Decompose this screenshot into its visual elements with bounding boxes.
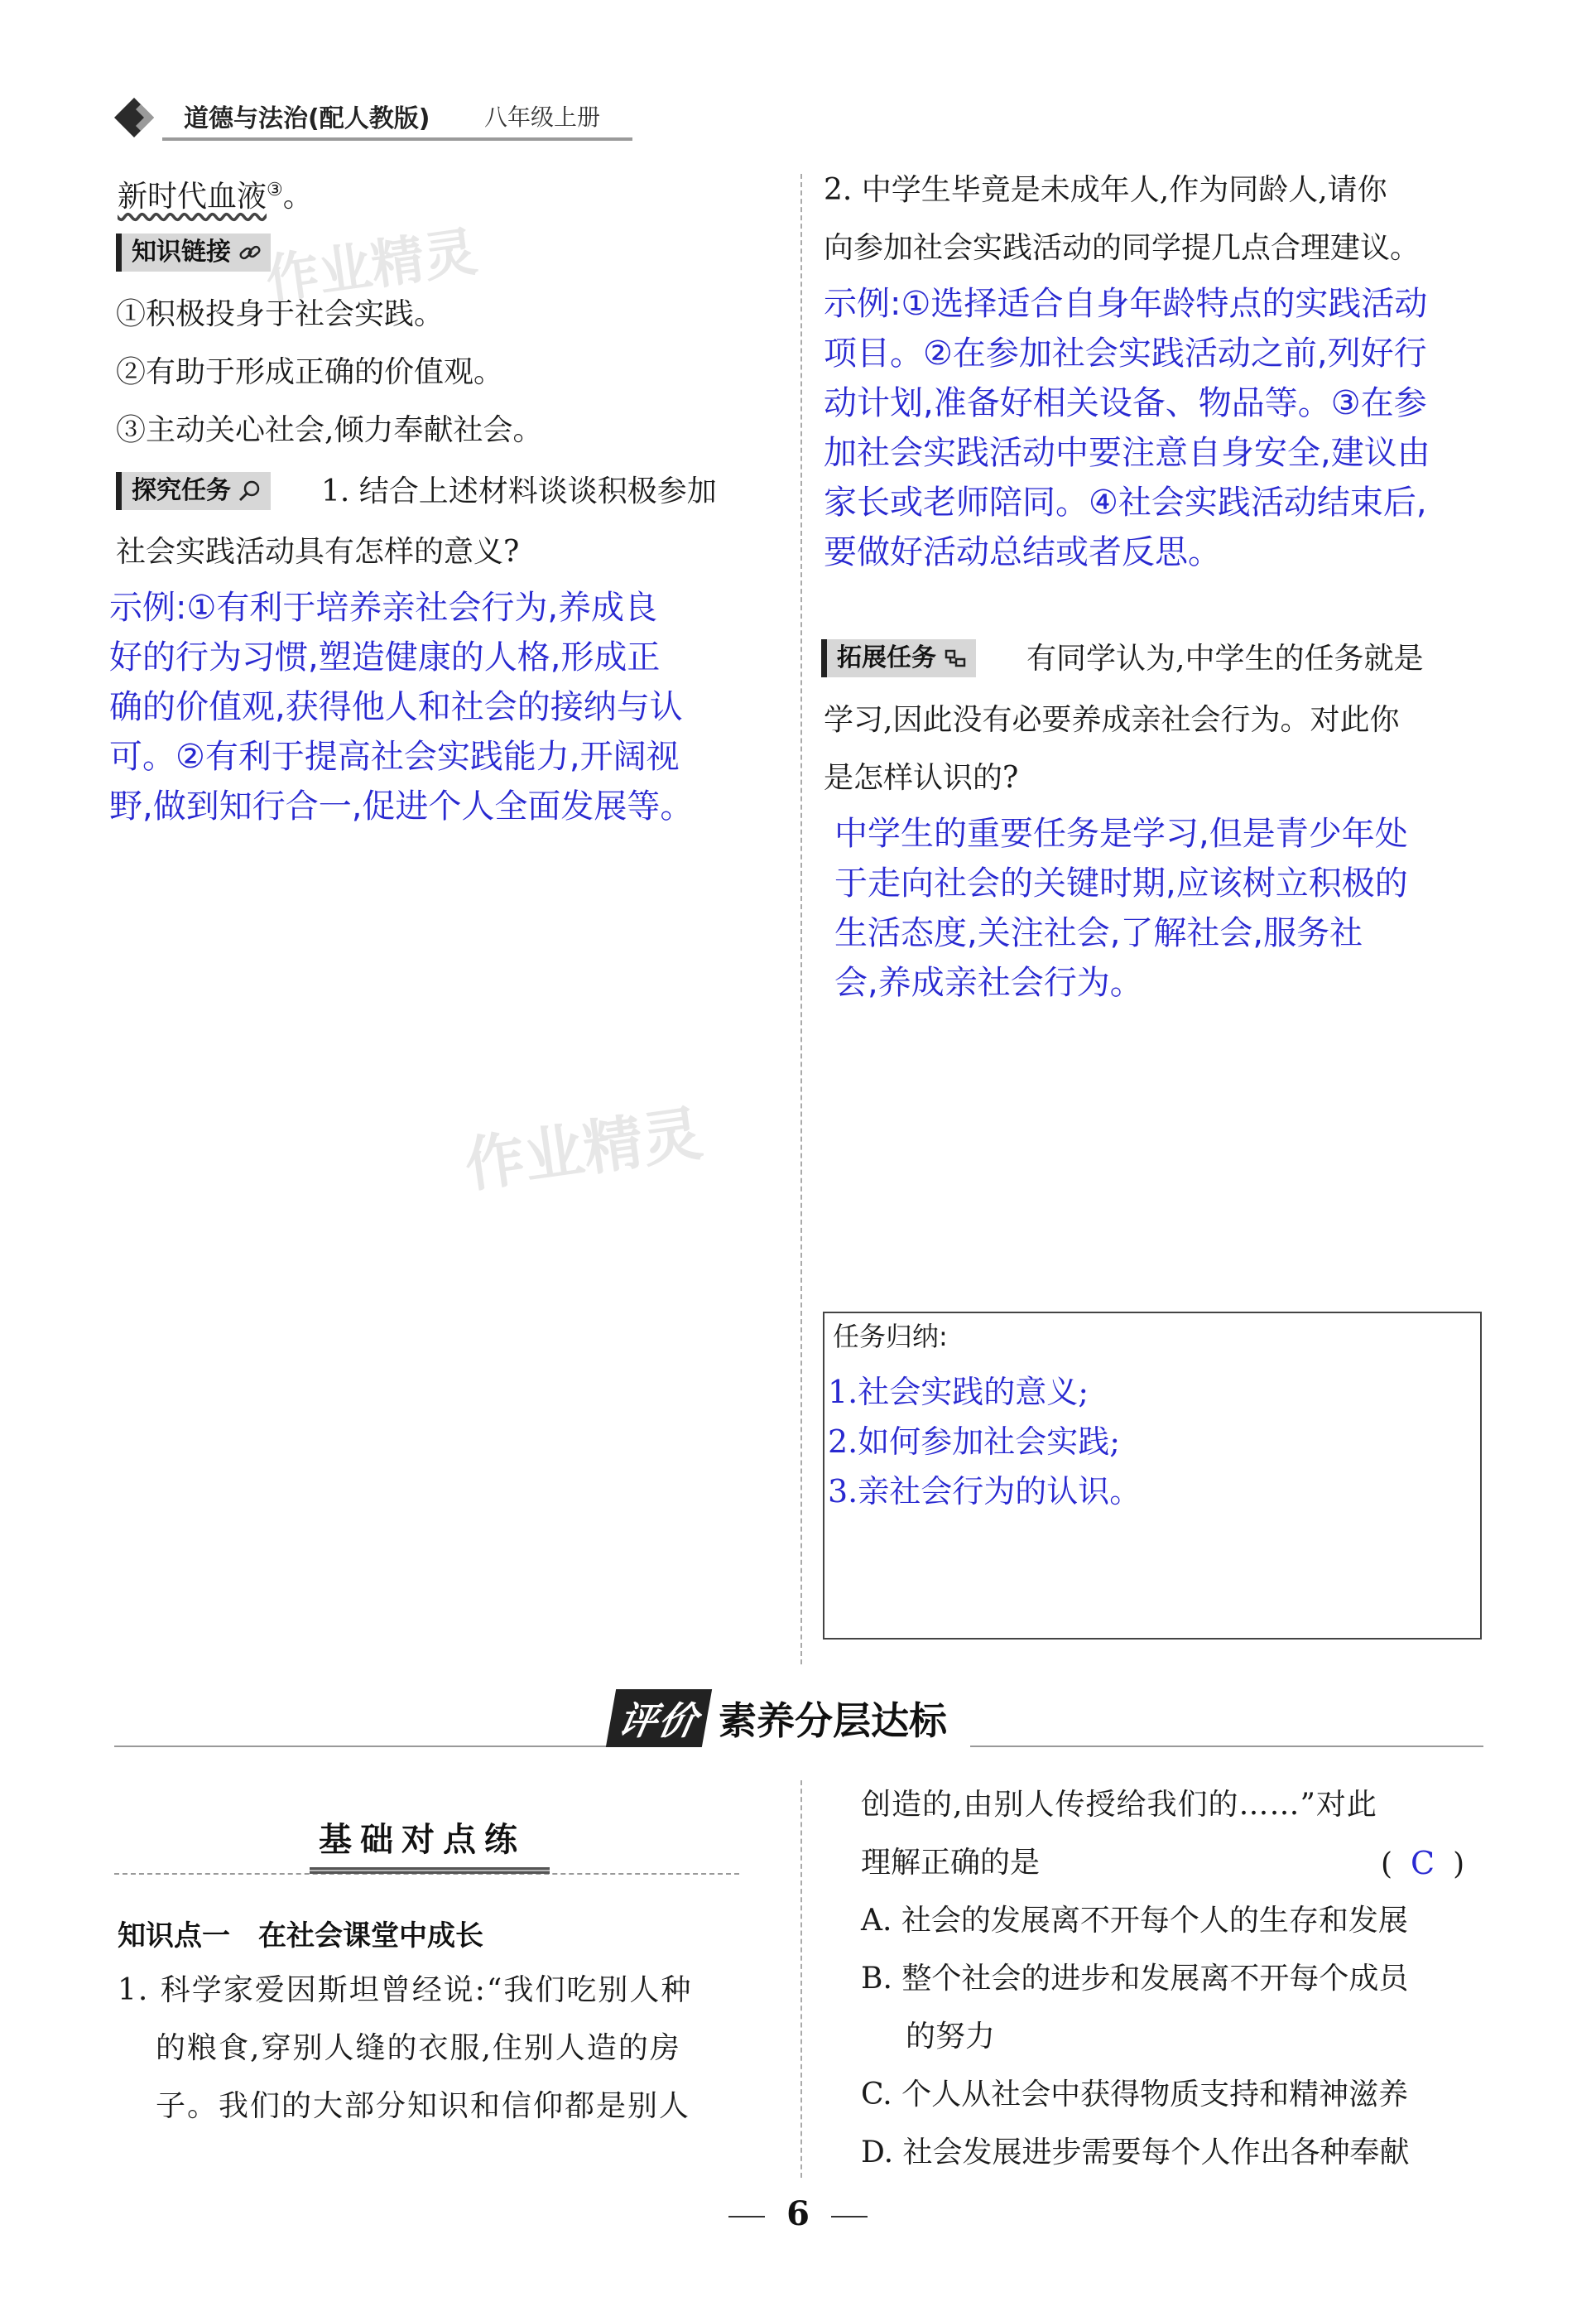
intro-end: 。: [282, 180, 313, 214]
watermark-middle: 作业精灵: [460, 1098, 707, 1201]
task-summary-item-1: 1.社会实践的意义;: [828, 1374, 1089, 1410]
q1-cont-line1: 创造的,由别人传授给我们的……”对此: [861, 1788, 1377, 1822]
knowledge-item-2: ②有助于形成正确的价值观。: [116, 355, 504, 389]
extend-question-line3: 是怎样认识的?: [824, 761, 1019, 795]
section-title-bar: [310, 1865, 550, 1876]
knowledge-item-1: ①积极投身于社会实践。: [116, 297, 445, 331]
header-rule: [162, 137, 632, 141]
q2-answer-line3: 动计划,准备好相关设备、物品等。③在参: [824, 384, 1427, 422]
explore-task-tag: [116, 472, 271, 510]
answer-paren-open: (: [1381, 1847, 1393, 1881]
page-dash-left: [728, 2216, 765, 2217]
extend-task-label: 拓展任务: [837, 643, 936, 672]
explore-task-label: 探究任务: [132, 476, 231, 505]
book-grade: 八年级上册: [484, 104, 601, 131]
explore-question-line2: 社会实践活动具有怎样的意义?: [116, 535, 520, 569]
evaluation-mark: 评价: [606, 1689, 712, 1747]
intro-footnote: ③: [267, 180, 283, 200]
q2-answer-line2: 项目。②在参加社会实践活动之前,列好行: [824, 335, 1427, 373]
explore-answer-line2: 好的行为习惯,塑造健康的人格,形成正: [109, 638, 661, 677]
page-number: [0, 2194, 1596, 2233]
q2-answer-line6: 要做好活动总结或者反思。: [824, 533, 1221, 571]
task-summary-item-3: 3.亲社会行为的认识。: [828, 1473, 1142, 1510]
page-dash-right: [831, 2216, 868, 2217]
answer-bracket: [1381, 1845, 1464, 1883]
evaluation-banner: [611, 1689, 947, 1747]
answer-letter: C: [1411, 1845, 1435, 1881]
watermark-top: 作业精灵: [262, 221, 481, 312]
eval-rule-right: [970, 1746, 1483, 1747]
intro-line: [118, 172, 313, 215]
q1-line1: 1. 科学家爱因斯坦曾经说:“我们吃别人种: [118, 1973, 693, 2007]
explore-question-line1: 1. 结合上述材料谈谈积极参加: [321, 474, 717, 508]
book-title: 道德与法治(配人教版): [184, 104, 430, 133]
knowledge-link-tag: [116, 234, 271, 272]
option-c: C. 个人从社会中获得物质支持和精神滋养: [861, 2078, 1409, 2112]
explore-answer-line1: 示例:①有利于培养亲社会行为,养成良: [109, 589, 658, 627]
q1-cont-line2: 理解正确的是: [861, 1846, 1041, 1880]
explore-answer-line5: 野,做到知行合一,促进个人全面发展等。: [109, 787, 694, 826]
option-a: A. 社会的发展离不开每个人的生存和发展: [861, 1904, 1408, 1938]
evaluation-title: 素养分层达标: [719, 1698, 947, 1743]
header-diamond-icon: [113, 96, 156, 139]
extend-question-line1: 有同学认为,中学生的任务就是: [1026, 642, 1424, 676]
option-b-cont: 的努力: [906, 2020, 996, 2054]
extend-task-tag: [821, 639, 976, 677]
extend-share-icon: [943, 646, 968, 671]
magnifier-icon: [238, 479, 262, 503]
q2-line2: 向参加社会实践活动的同学提几点合理建议。: [824, 231, 1421, 265]
extend-answer-line1: 中学生的重要任务是学习,但是青少年处: [834, 815, 1408, 853]
practice-column-divider: [800, 1780, 802, 2178]
q1-line2: 的粮食,穿别人缝的衣服,住别人造的房: [156, 2031, 681, 2065]
eval-rule-left: [114, 1746, 611, 1747]
extend-answer-line4: 会,养成亲社会行为。: [834, 964, 1143, 1002]
extend-answer-line2: 于走向社会的关键时期,应该树立积极的: [834, 864, 1408, 903]
option-b: B. 整个社会的进步和发展离不开每个成员: [861, 1962, 1409, 1996]
knowledge-item-3: ③主动关心社会,倾力奉献社会。: [116, 413, 543, 447]
task-summary-item-2: 2.如何参加社会实践;: [828, 1423, 1121, 1460]
column-divider: [800, 174, 802, 1664]
q2-answer-line4: 加社会实践活动中要注意自身安全,建议由: [824, 434, 1430, 472]
explore-answer-line4: 可。②有利于提高社会实践能力,开阔视: [109, 738, 680, 776]
page-number-value: 6: [786, 2194, 810, 2233]
extend-answer-line3: 生活态度,关注社会,了解社会,服务社: [834, 914, 1363, 952]
q1-line3: 子。我们的大部分知识和信仰都是别人: [156, 2089, 691, 2123]
explore-answer-line3: 确的价值观,获得他人和社会的接纳与认: [109, 688, 683, 726]
intro-text: 新时代血液: [118, 180, 267, 214]
task-summary-title: 任务归纳:: [833, 1321, 948, 1352]
option-d: D. 社会发展进步需要每个人作出各种奉献: [861, 2136, 1410, 2169]
knowledge-point-heading: 知识点一 在社会课堂中成长: [118, 1919, 483, 1953]
q2-answer-line5: 家长或老师陪同。④社会实践活动结束后,: [824, 484, 1427, 522]
chain-link-icon: [238, 240, 262, 265]
q2-answer-line1: 示例:①选择适合自身年龄特点的实践活动: [824, 285, 1428, 323]
extend-question-line2: 学习,因此没有必要养成亲社会行为。对此你: [824, 703, 1400, 737]
answer-paren-close: ): [1453, 1847, 1465, 1881]
knowledge-link-label: 知识链接: [132, 238, 231, 267]
q2-line1: 2. 中学生毕竟是未成年人,作为同龄人,请你: [824, 173, 1387, 207]
section-title: 基础对点练: [319, 1821, 526, 1859]
